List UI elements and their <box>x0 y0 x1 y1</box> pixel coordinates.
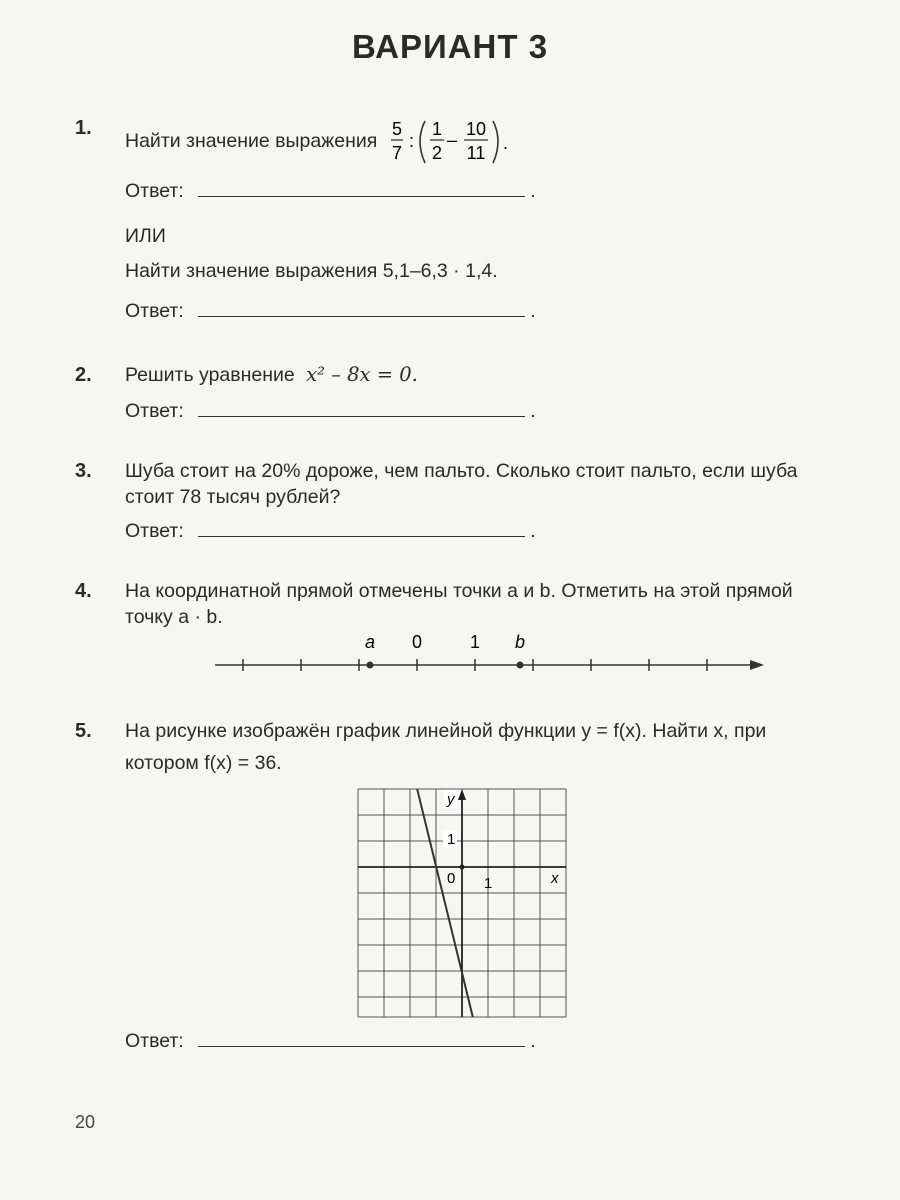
answer-row-1[interactable]: Ответ: . <box>125 180 536 202</box>
task-text-line-1: На координатной прямой отмечены точки a и b. Отметить на этой прямой <box>125 580 793 602</box>
point-b <box>517 662 524 669</box>
origin-point <box>460 865 465 870</box>
task-4 <box>75 578 865 630</box>
task-number: 2. <box>75 364 92 386</box>
task-text-line-2: стоит 78 тысяч рублей? <box>125 486 341 508</box>
task-number: 3. <box>75 460 92 482</box>
task-number: 5. <box>75 720 92 742</box>
task-number: 4. <box>75 580 92 602</box>
task-text-line-1: Шуба стоит на 20% дороже, чем пальто. Сколько стоит пальто, если шуба <box>125 460 798 482</box>
left-paren <box>420 121 425 163</box>
point-a <box>367 662 374 669</box>
answer-line[interactable] <box>198 402 525 417</box>
answer-line[interactable] <box>198 182 525 197</box>
fraction-a-denominator: 7 <box>391 143 402 163</box>
label-one: 1 <box>469 632 481 652</box>
y-axis-label: y <box>447 791 455 808</box>
fraction-c-denominator: 11 <box>466 143 486 163</box>
function-graph <box>355 786 570 1018</box>
answer-label: Ответ: <box>125 180 184 202</box>
equation: x² – 8x = 0. <box>306 363 418 386</box>
task-prompt: Решить уравнение <box>125 364 295 386</box>
task-1-alt-prompt: Найти значение выражения 5,1–6,3 · 1,4. <box>125 260 498 282</box>
answer-row-3[interactable]: Ответ: . <box>125 520 536 542</box>
task-3 <box>75 458 865 510</box>
x-axis-label: x <box>551 870 559 887</box>
answer-label: Ответ: <box>125 520 184 542</box>
task-number: 1. <box>75 117 92 139</box>
or-label: ИЛИ <box>125 225 166 247</box>
answer-row-1-alt[interactable]: Ответ: . <box>125 300 536 322</box>
answer-row-5[interactable]: Ответ: . <box>125 1030 536 1052</box>
answer-line[interactable] <box>198 302 525 317</box>
task-text-line-2: точку a · b. <box>125 606 223 628</box>
end-dot: . <box>502 133 508 153</box>
label-zero: 0 <box>411 632 423 652</box>
label-b: b <box>514 632 526 652</box>
task-1 <box>75 115 865 167</box>
colon: : <box>408 131 414 151</box>
answer-line[interactable] <box>198 1032 525 1047</box>
y-arrow-icon <box>458 789 466 800</box>
page-number: 20 <box>75 1112 96 1132</box>
task-5 <box>75 718 865 776</box>
number-line <box>0 630 900 690</box>
page-title: ВАРИАНТ 3 <box>351 28 549 65</box>
function-line <box>414 786 475 1018</box>
answer-label: Ответ: <box>125 300 184 322</box>
task-text-line-2: котором f(x) = 36. <box>125 752 282 774</box>
fraction-expression <box>389 115 529 167</box>
fraction-b-denominator: 2 <box>431 143 442 163</box>
y-unit-label: 1 <box>447 831 456 848</box>
minus-sign: – <box>446 130 457 150</box>
task-text-line-1: На рисунке изображён график линейной функции y = f(x). Найти x, при <box>125 720 767 742</box>
origin-label: 0 <box>447 870 456 887</box>
fraction-c-numerator: 10 <box>465 119 486 139</box>
fraction-a-numerator: 5 <box>391 119 402 139</box>
arrow-icon <box>750 660 764 670</box>
answer-label: Ответ: <box>125 1030 184 1052</box>
label-a: a <box>364 632 376 652</box>
fraction-b-numerator: 1 <box>431 119 442 139</box>
task-prompt: Найти значение выражения <box>125 130 378 152</box>
answer-line[interactable] <box>198 522 525 537</box>
answer-label: Ответ: <box>125 400 184 422</box>
answer-row-2[interactable]: Ответ: . <box>125 400 536 422</box>
x-unit-label: 1 <box>484 875 493 892</box>
task-2 <box>75 362 865 388</box>
right-paren <box>493 121 498 163</box>
